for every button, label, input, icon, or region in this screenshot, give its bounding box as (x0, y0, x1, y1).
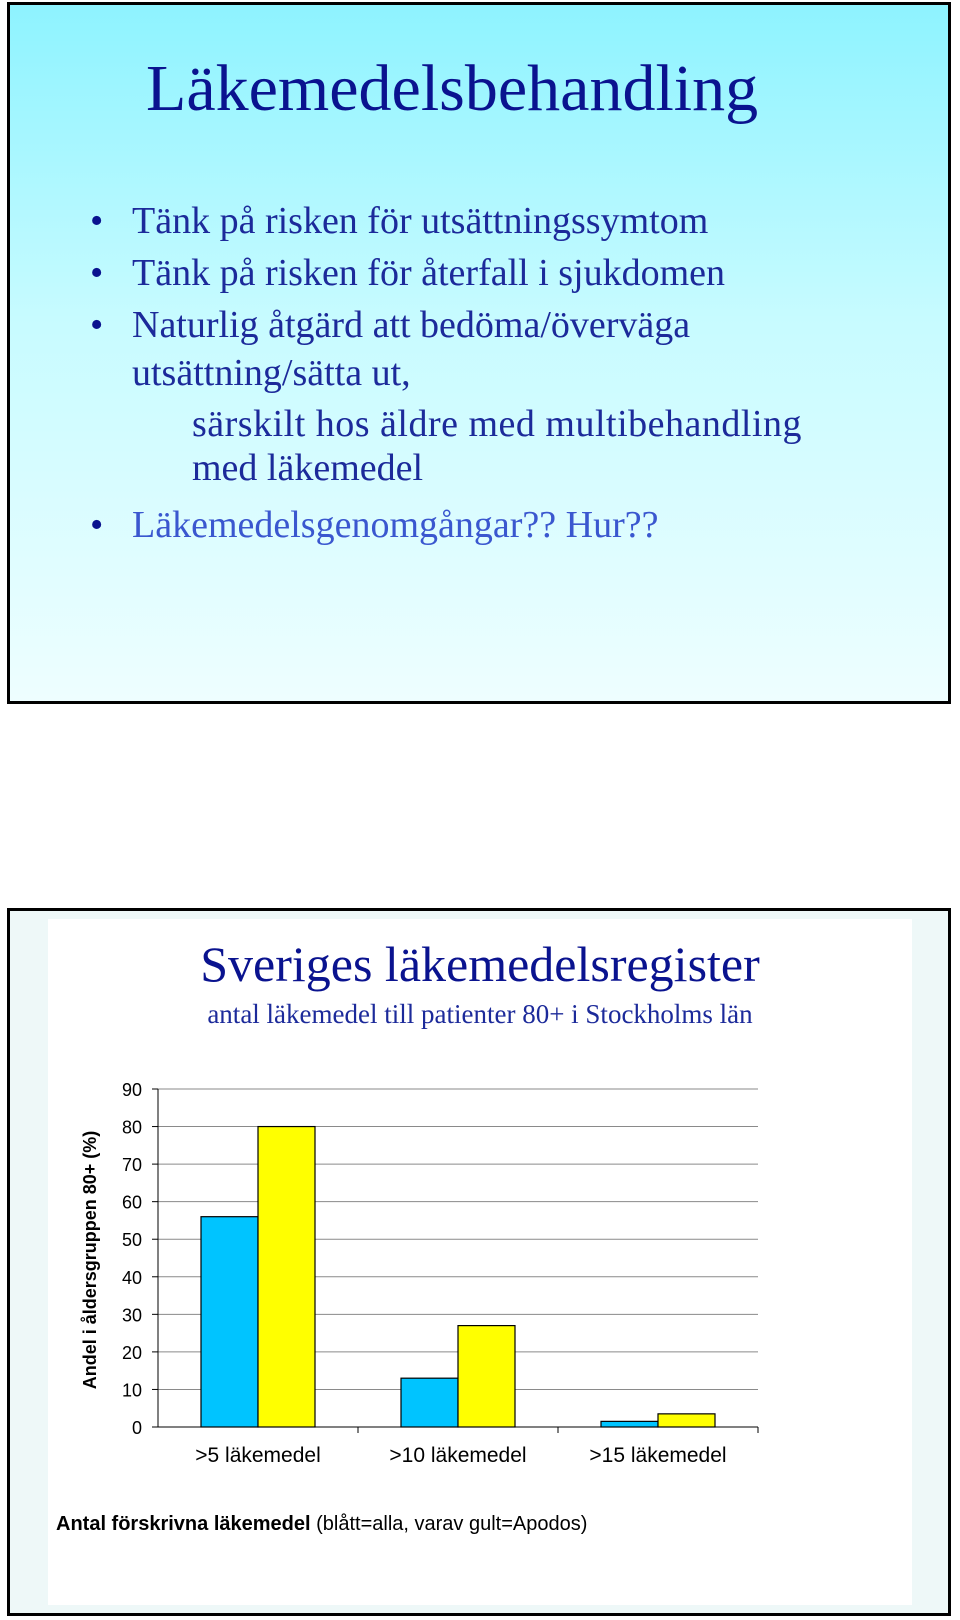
bar (601, 1421, 658, 1427)
y-tick-label: 30 (121, 1305, 142, 1326)
sub-bullet (90, 399, 802, 449)
chart-title: Sveriges läkemedelsregister (200, 936, 760, 992)
y-tick-label: 40 (121, 1267, 142, 1288)
bullet-list (90, 195, 802, 551)
y-tick-label: 70 (121, 1155, 142, 1176)
sub-bullet-line: särskilt hos äldre med multibehandling (192, 403, 803, 445)
y-tick-label: 60 (121, 1192, 142, 1213)
x-axis-label-rest: (blått=alla, varav gult=Apodos) (310, 1513, 588, 1535)
y-tick-label: 90 (121, 1080, 142, 1100)
bar (201, 1217, 258, 1427)
x-tick-label: >10 läkemedel (389, 1444, 527, 1467)
bullet-text: Läkemedelsgenomgångar?? Hur?? (132, 504, 659, 546)
bar (658, 1414, 715, 1427)
y-tick-label: 10 (121, 1380, 142, 1401)
sub-bullet-line: med läkemedel (192, 447, 424, 489)
bar-chart (48, 919, 912, 1519)
bullet-item (90, 247, 802, 299)
slide-2 (7, 908, 951, 1616)
chart-subtitle: antal läkemedel till patienter 80+ i Stockholms län (207, 999, 753, 1029)
sub-bullet (90, 443, 802, 493)
x-tick-label: >5 läkemedel (195, 1444, 321, 1467)
bullet-text: Tänk på risken för utsättningssymtom (132, 200, 709, 242)
bullet-icon: • (90, 304, 104, 346)
x-tick-label: >15 läkemedel (589, 1444, 727, 1467)
y-tick-label: 0 (131, 1418, 142, 1438)
y-axis-label: Andel i åldersgruppen 80+ (%) (80, 1130, 100, 1390)
y-tick-label: 80 (121, 1117, 142, 1138)
chart-panel (48, 919, 912, 1605)
bullet-icon: • (90, 200, 104, 242)
bar (458, 1326, 515, 1427)
bullet-item (90, 499, 802, 551)
bullet-item (90, 299, 802, 351)
bullet-icon: • (90, 252, 104, 294)
slide-1 (7, 2, 951, 704)
slide-title: Läkemedelsbehandling (146, 52, 759, 125)
bullet-icon: • (90, 504, 104, 546)
bullet-continuation (90, 347, 802, 399)
bullet-item (90, 195, 802, 247)
y-tick-label: 50 (121, 1230, 142, 1251)
bullet-text: utsättning/sätta ut, (132, 352, 411, 394)
x-axis-label-bold: Antal förskrivna läkemedel (56, 1513, 311, 1535)
x-axis-label (56, 1513, 587, 1536)
y-tick-label: 20 (121, 1342, 142, 1363)
bullet-text: Naturlig åtgärd att bedöma/överväga (132, 304, 691, 346)
bullet-text: Tänk på risken för återfall i sjukdomen (132, 252, 726, 294)
bar (401, 1378, 458, 1427)
bar (258, 1127, 315, 1427)
